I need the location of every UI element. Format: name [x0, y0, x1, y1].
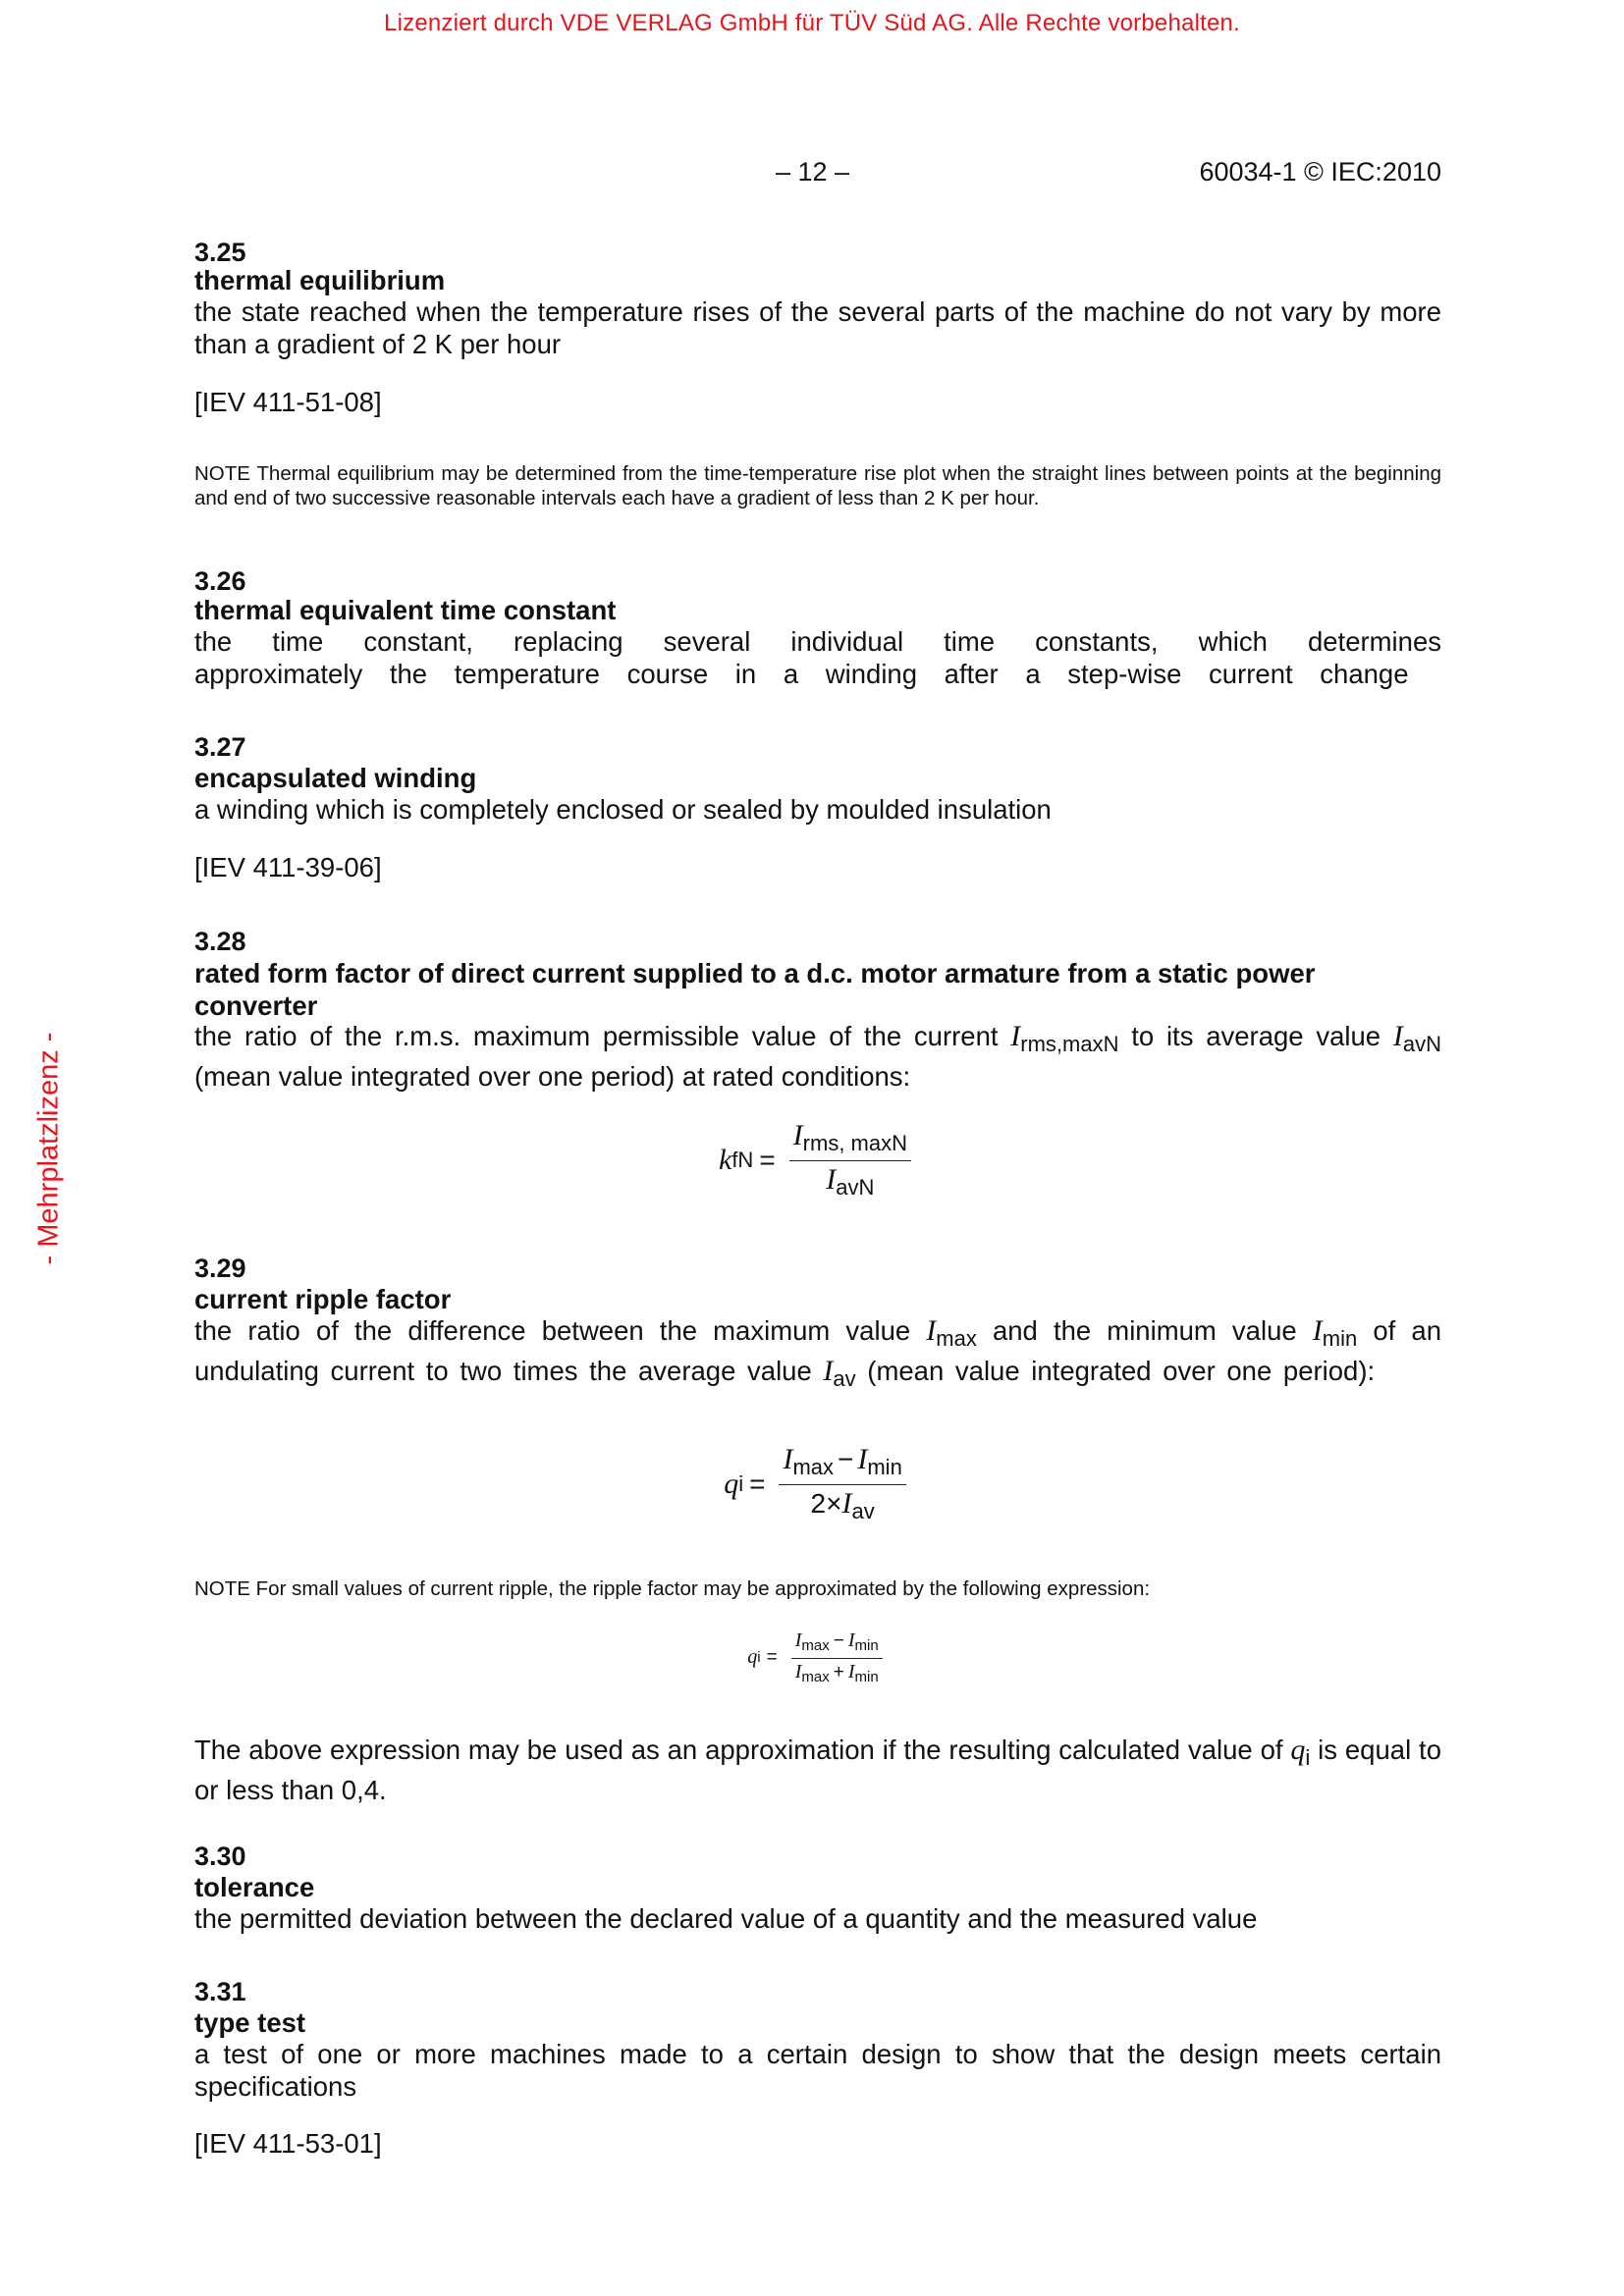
term-title: rated form factor of direct current supplied to a d.c. motor armature from a static power converter — [194, 958, 1316, 1021]
term-title: thermal equivalent time constant — [194, 595, 617, 625]
term-title: tolerance — [194, 1872, 315, 1902]
formula-form-factor: k fN = $\frac{I_{rms, maxN}}{I_{avN}}$ — [589, 1119, 1041, 1201]
term-title: type test — [194, 2007, 306, 2038]
note-text: NOTE Thermal equilibrium may be determined from the time-temperature rise plot when the straight lines between points at the beginning and end of two successive reasonable intervals each have a gradient of less than 2 K per hour. — [194, 462, 1441, 509]
definition-text: the ratio of the r.m.s. maximum permissible value of the current $I_{rms,maxN}$ to its average value $I_{avN}$ (mean value integrated over one period) at rated conditions: — [194, 1020, 1441, 1092]
iev-reference: [IEV 411-39-06] — [194, 852, 382, 882]
formula-ripple-factor: q i = $\frac{I_{max} - I_{min}}{2\times I_{av}}$ — [589, 1443, 1041, 1524]
side-watermark — [20, 1011, 79, 1286]
clause-number: 3.26 — [194, 566, 246, 596]
clause-number: 3.28 — [194, 927, 246, 956]
document-reference: 60034-1 © IEC:2010 — [1199, 157, 1441, 187]
side-watermark-text: - Mehrplatzlizenz - — [32, 1032, 65, 1265]
definition-text: the permitted deviation between the declared value of a quantity and the measured value — [194, 1903, 1258, 1934]
fraction: $\frac{I_{max} - I_{min}}{2\times I_{av}}$ — [779, 1443, 905, 1524]
iev-reference: [IEV 411-53-01] — [194, 2128, 382, 2159]
iev-reference: [IEV 411-51-08] — [194, 387, 382, 417]
definition-text: the ratio of the difference between the maximum value $I_{max}$ and the minimum value $I_{min}$ of an undulating current to two times the average value $I_{av}$ (mean value integrated over one period): — [194, 1314, 1441, 1391]
clause-number: 3.25 — [194, 238, 246, 267]
fraction: $\frac{Imax - Imin}{Imax + Imin}$ — [791, 1629, 883, 1685]
term-title: thermal equilibrium — [194, 265, 446, 295]
clause-number: 3.31 — [194, 1977, 246, 2006]
clause-number: 3.29 — [194, 1254, 246, 1283]
license-watermark: Lizenziert durch VDE VERLAG GmbH für TÜV Süd AG. Alle Rechte vorbehalten. — [384, 10, 1240, 36]
definition-text: a test of one or more machines made to a certain design to show that the design meets certain specifications — [194, 2039, 1441, 2102]
term-title: current ripple factor — [194, 1284, 452, 1314]
formula-ripple-approx: q i = $\frac{Imax - Imin}{Imax + Imin}$ — [638, 1629, 992, 1685]
clause-number: 3.30 — [194, 1842, 246, 1871]
note-text: NOTE For small values of current ripple, the ripple factor may be approximated by the following expression: — [194, 1577, 1151, 1600]
page-number: – 12 – — [776, 157, 850, 187]
clause-number: 3.27 — [194, 732, 246, 762]
definition-text: a winding which is completely enclosed or sealed by moulded insulation — [194, 794, 1052, 825]
symbol-I: I — [1010, 1020, 1021, 1052]
definition-text: the time constant, replacing several individual time constants, which determines approximately the temperature course in a winding after a step-wise current change — [194, 626, 1441, 689]
term-title: encapsulated winding — [194, 763, 477, 793]
fraction: $\frac{I_{rms, maxN}}{I_{avN}}$ — [789, 1119, 911, 1201]
approximation-text: The above expression may be used as an approximation if the resulting calculated value of $q_i$ is equal to or less than 0,4. — [194, 1734, 1441, 1805]
definition-text: the state reached when the temperature rises of the several parts of the machine do not vary by more than a gradient of 2 K per hour — [194, 296, 1441, 359]
